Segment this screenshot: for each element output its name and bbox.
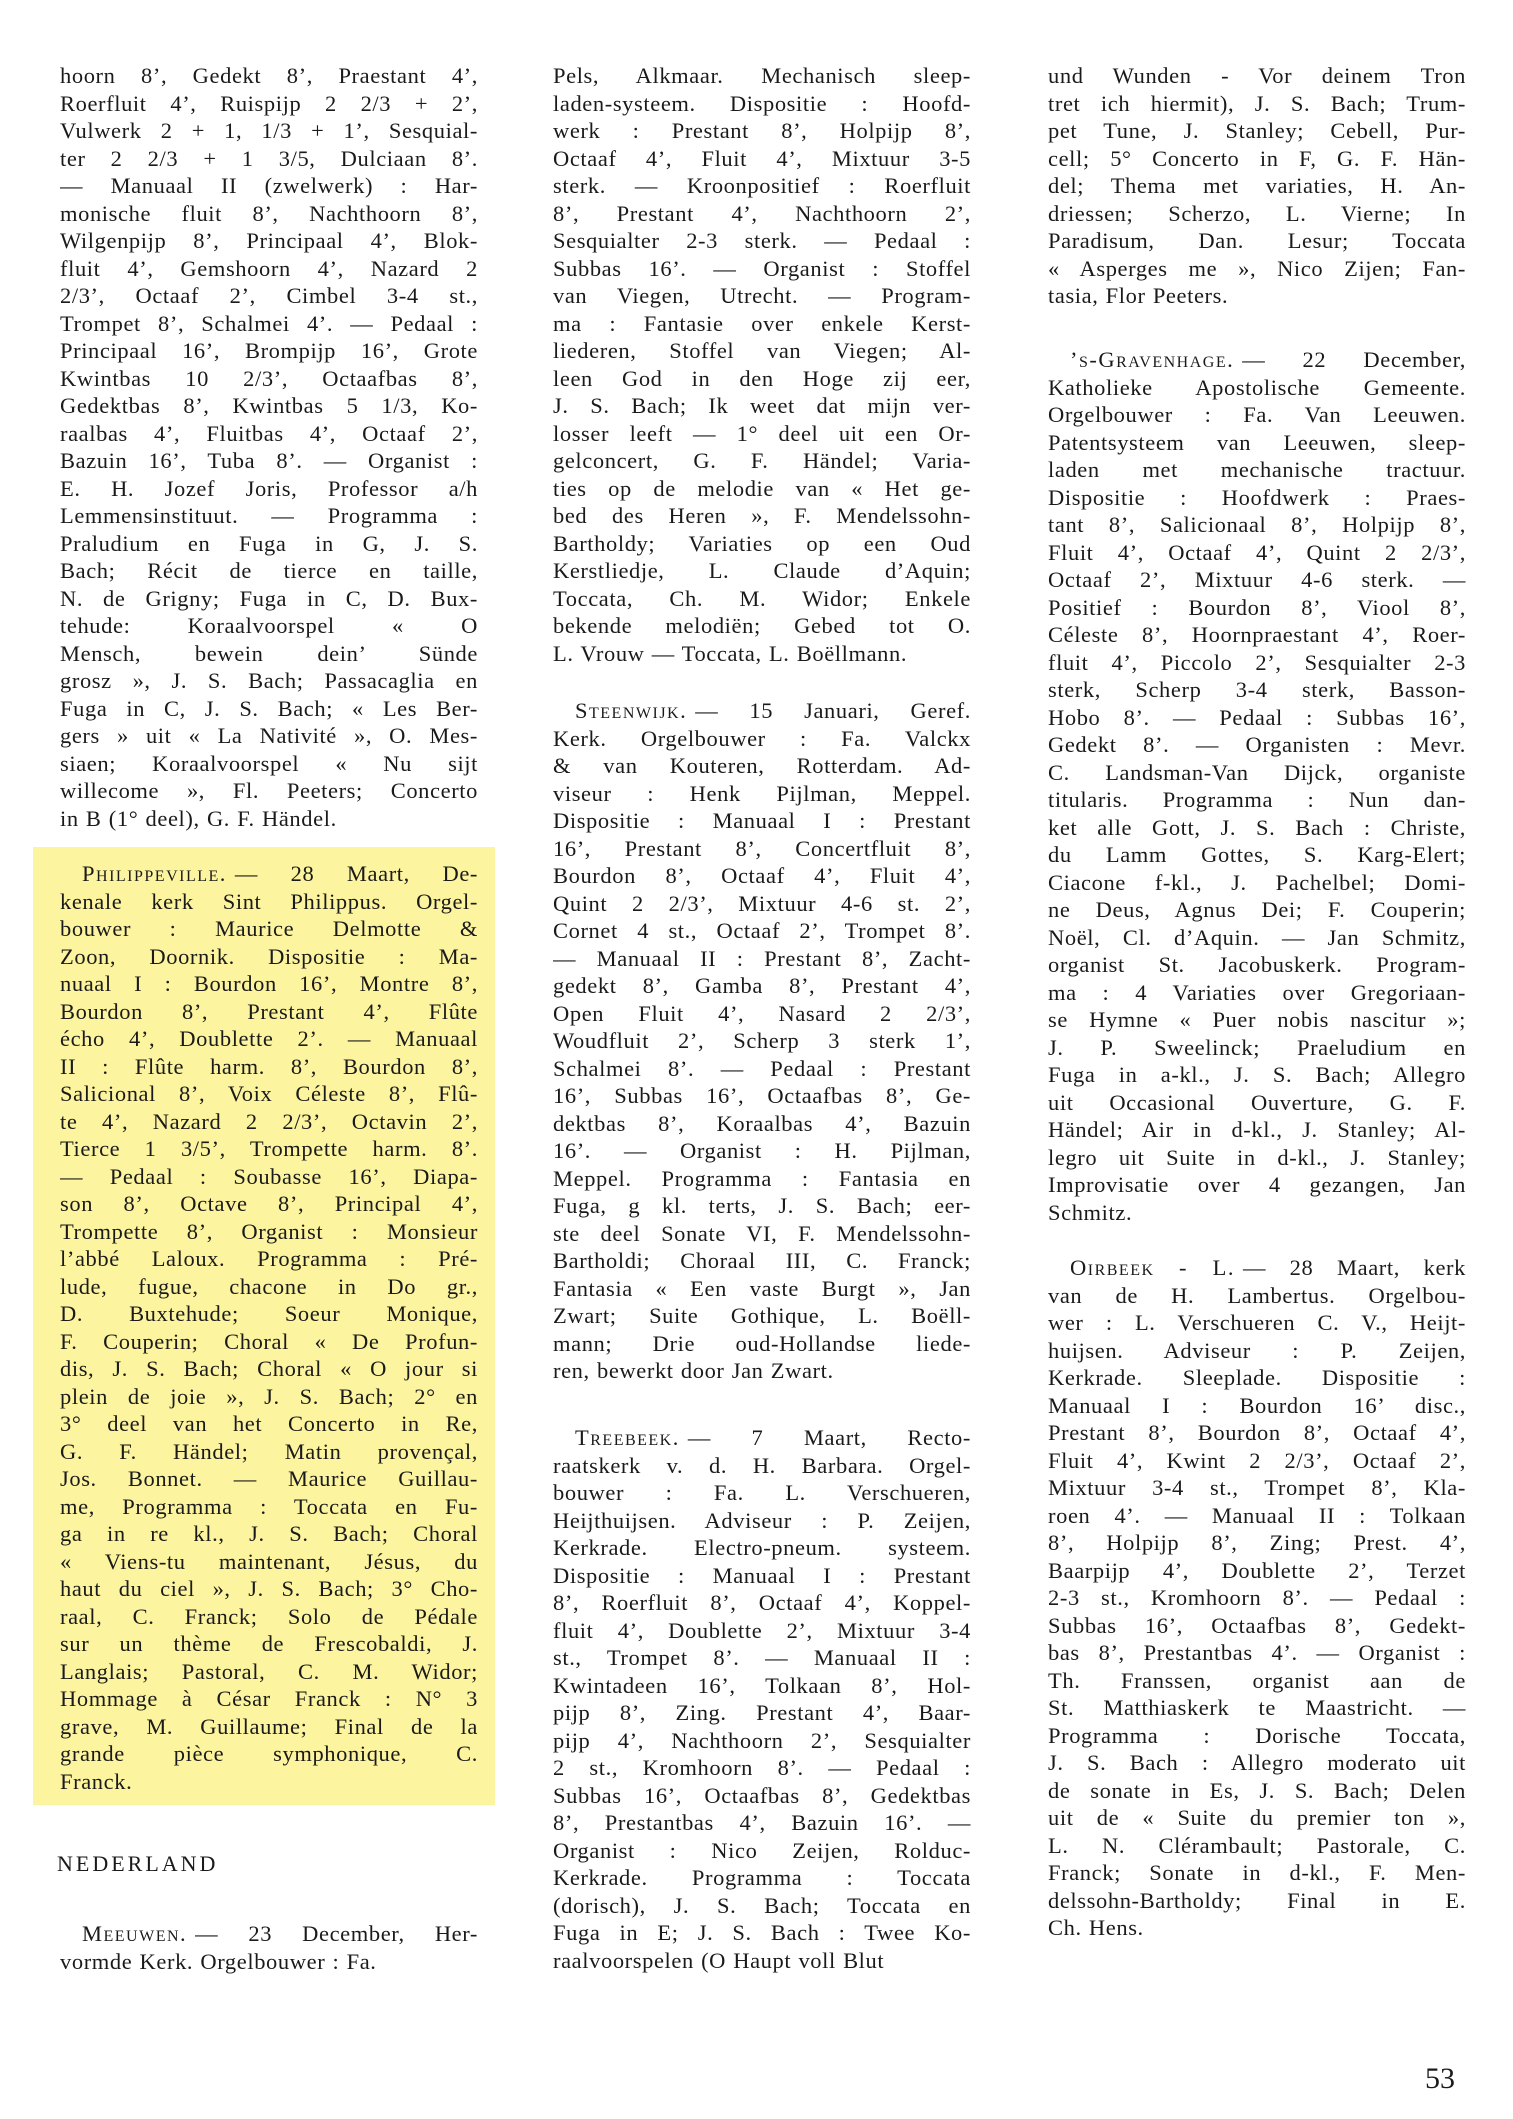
text-line: bouwer : Fa. L. Verschueren, — [553, 1480, 971, 1505]
text-line: Toccata, Ch. M. Widor; Enkele — [553, 585, 971, 611]
text-line: Kerkrade. Electro-pneum. systeem. — [553, 1535, 971, 1560]
text-line: ren, bewerkt door Jan Zwart. — [553, 1358, 834, 1383]
text-line: J. P. Sweelinck; Praeludium en — [1048, 1034, 1466, 1060]
text-line: Sesquialter 2-3 sterk. — Pedaal : — [553, 228, 971, 253]
text-line: — Manuaal II (zwelwerk) : Har- — [60, 173, 478, 198]
text-line: J. S. Bach : Allegro moderato uit — [1048, 1750, 1466, 1775]
text-line-content: — 15 Januari, Geref. — [695, 698, 971, 723]
text-line: D. Buxtehude; Soeur Monique, — [60, 1301, 478, 1326]
text-line: Franck. — [60, 1768, 133, 1794]
text-line: tant 8’, Salicionaal 8’, Holpijp 8’, — [1048, 512, 1466, 537]
text-line: Open Fluit 4’, Nasard 2 2/3’, — [553, 1000, 971, 1026]
text-line: dis, J. S. Bach; Choral « O jour si — [60, 1356, 478, 1381]
text-line: Céleste 8’, Hoornpraestant 4’, Roer- — [1048, 622, 1466, 647]
text-line: dektbas 8’, Koraalbas 4’, Bazuin — [553, 1110, 971, 1136]
text-line: Octaaf 4’, Fluit 4’, Mixtuur 3-5 — [553, 145, 971, 171]
text-line: Meppel. Programma : Fantasia en — [553, 1165, 971, 1191]
text-line: Patentsysteem van Leeuwen, sleep- — [1048, 429, 1466, 455]
text-line: Kerk. Orgelbouwer : Fa. Valckx — [553, 725, 971, 751]
text-line — [553, 1424, 971, 1452]
text-line: « Asperges me », Nico Zijen; Fan- — [1048, 255, 1466, 281]
text-line: Woudfluit 2’, Scherp 3 sterk 1’, — [553, 1028, 971, 1053]
text-line: huijsen. Adviseur : P. Zeijen, — [1048, 1337, 1466, 1363]
text-line: ma : Fantasie over enkele Kerst- — [553, 310, 971, 336]
text-line: ties op de melodie van « Het ge- — [553, 475, 971, 501]
text-line: haut du ciel », J. S. Bach; 3° Cho- — [60, 1576, 478, 1601]
text-line: grande pièce symphonique, C. — [60, 1741, 478, 1766]
text-line: ste deel Sonate VI, F. Mendelssohn- — [553, 1220, 971, 1246]
text-line: organist St. Jacobuskerk. Program- — [1048, 952, 1466, 977]
text-line: Händel; Air in d-kl., J. Stanley; Al- — [1048, 1117, 1466, 1142]
text-line: E. H. Jozef Joris, Professor a/h — [60, 475, 478, 501]
text-line: roen 4’. — Manuaal II : Tolkaan — [1048, 1502, 1466, 1528]
text-line: bouwer : Maurice Delmotte & — [60, 916, 478, 941]
text-line: 3° deel van het Concerto in Re, — [60, 1411, 478, 1436]
text-line: pet Tune, J. Stanley; Cebell, Pur- — [1048, 118, 1466, 143]
text-line: 2 st., Kromhoorn 8’. — Pedaal : — [553, 1755, 971, 1780]
text-line: Tierce 1 3/5’, Trompette harm. 8’. — [60, 1136, 478, 1161]
text-line: bed des Heren », F. Mendelssohn- — [553, 503, 971, 528]
text-line: 2-3 st., Kromhoorn 8’. — Pedaal : — [1048, 1585, 1466, 1610]
text-line: Positief : Bourdon 8’, Viool 8’, — [1048, 594, 1466, 620]
entry-oirbeek — [1048, 1254, 1466, 1942]
text-line: Fluit 4’, Octaaf 4’, Quint 2 2/3’, — [1048, 539, 1466, 565]
text-line: 16’, Subbas 16’, Octaafbas 8’, Ge- — [553, 1083, 971, 1108]
text-line: Praludium en Fuga in G, J. S. — [60, 530, 478, 556]
text-line: gelconcert, G. F. Händel; Varia- — [553, 448, 971, 473]
text-line: 8’, Prestantbas 4’, Bazuin 16’. — — [553, 1810, 971, 1835]
text-line: siaen; Koraalvoorspel « Nu sijt — [60, 750, 478, 776]
text-line: pijp 8’, Zing. Prestant 4’, Baar- — [553, 1700, 971, 1725]
text-line: st., Trompet 8’. — Manuaal II : — [553, 1645, 971, 1670]
text-line: lude, fugue, chacone in Do gr., — [60, 1273, 478, 1299]
text-line: Zoon, Doornik. Dispositie : Ma- — [60, 943, 478, 969]
text-line: Bartholdy; Variaties op een Oud — [553, 530, 971, 556]
text-line: hoorn 8’, Gedekt 8’, Praestant 4’, — [60, 63, 478, 88]
text-line: Mensch, bewein dein’ Sünde — [60, 640, 478, 666]
text-line: (dorisch), J. S. Bach; Toccata en — [553, 1892, 971, 1918]
text-line: Kerkrade. Sleeplade. Dispositie : — [1048, 1365, 1466, 1390]
text-line: Lemmensinstituut. — Programma : — [60, 503, 478, 528]
text-line: ga in re kl., J. S. Bach; Choral — [60, 1521, 478, 1546]
text-line: willecome », Fl. Peeters; Concerto — [60, 778, 478, 803]
text-line: tasia, Flor Peeters. — [1048, 283, 1229, 308]
entry-steenwijk — [553, 697, 971, 1385]
text-line: viseur : Henk Pijlman, Meppel. — [553, 780, 971, 806]
text-line: Principaal 16’, Brompijp 16’, Grote — [60, 338, 478, 363]
text-line: Mixtuur 3-4 st., Trompet 8’, Kla- — [1048, 1475, 1466, 1500]
text-line: pijp 4’, Nachthoorn 2’, Sesquialter — [553, 1727, 971, 1753]
text-line: Hommage à César Franck : N° 3 — [60, 1686, 478, 1711]
text-line — [60, 1920, 478, 1948]
text-line: raal, C. Franck; Solo de Pédale — [60, 1603, 478, 1629]
text-line: Quint 2 2/3’, Mixtuur 4-6 st. 2’, — [553, 890, 971, 916]
text-line: werk : Prestant 8’, Holpijp 8’, — [553, 118, 971, 143]
text-line: bekende melodiën; Gebed tot O. — [553, 613, 971, 638]
text-line-content: — 23 December, Her- — [195, 1921, 478, 1946]
text-line: me, Programma : Toccata en Fu- — [60, 1493, 478, 1519]
text-line: Dispositie : Hoofdwerk : Praes- — [1048, 484, 1466, 510]
text-line: Langlais; Pastoral, C. M. Widor; — [60, 1658, 478, 1684]
text-line — [1048, 346, 1466, 374]
entry-meeuwen — [60, 1920, 478, 1975]
text-line: Gedektbas 8’, Kwintbas 5 1/3, Ko- — [60, 393, 478, 418]
text-line: tehude: Koraalvoorspel « O — [60, 613, 478, 638]
text-line: mann; Drie oud-Hollandse liede- — [553, 1330, 971, 1356]
text-continuation — [1048, 62, 1466, 310]
text-line: legro uit Suite in d-kl., J. Stanley; — [1048, 1144, 1466, 1170]
text-line: losser leeft — 1° deel uit een Or- — [553, 420, 971, 446]
text-line: G. F. Händel; Matin provençal, — [60, 1438, 478, 1464]
text-line: Gedekt 8’. — Organisten : Mevr. — [1048, 732, 1466, 757]
text-line: van de H. Lambertus. Orgelbou- — [1048, 1282, 1466, 1308]
text-continuation — [60, 62, 478, 832]
text-line: leen God in den Hoge zij eer, — [553, 365, 971, 391]
text-line: sur un thème de Frescobaldi, J. — [60, 1631, 478, 1656]
text-line: L. N. Clérambault; Pastorale, C. — [1048, 1832, 1466, 1858]
text-line: Salicional 8’, Voix Céleste 8’, Flû- — [60, 1081, 478, 1106]
text-line: grosz », J. S. Bach; Passacaglia en — [60, 668, 478, 693]
entry-place-name: Meeuwen. — [82, 1921, 188, 1946]
text-line — [1048, 1254, 1466, 1282]
text-line: Kwintbas 10 2/3’, Octaafbas 8’, — [60, 365, 478, 391]
text-line: Kerkrade. Programma : Toccata — [553, 1865, 971, 1890]
text-line: II : Flûte harm. 8’, Bourdon 8’, — [60, 1053, 478, 1079]
entry-philippeville — [60, 860, 478, 1795]
text-line: Wilgenpijp 8’, Principaal 4’, Blok- — [60, 228, 478, 253]
text-line: Cornet 4 st., Octaaf 2’, Trompet 8’. — [553, 918, 971, 943]
text-line: ma : 4 Variaties over Gregoriaan- — [1048, 979, 1466, 1005]
text-line: monische fluit 8’, Nachthoorn 8’, — [60, 200, 478, 226]
text-line: delssohn-Bartholdy; Final in E. — [1048, 1887, 1466, 1913]
text-line: se Hymne « Puer nobis nascitur »; — [1048, 1007, 1466, 1032]
text-line: raalvoorspelen (O Haupt voll Blut — [553, 1947, 885, 1973]
text-line: Manuaal I : Bourdon 16’ disc., — [1048, 1392, 1466, 1418]
text-line: de sonate in Es, J. S. Bach; Delen — [1048, 1777, 1466, 1803]
text-line: du Lamm Gottes, S. Karg-Elert; — [1048, 842, 1466, 867]
text-line: Schalmei 8’. — Pedaal : Prestant — [553, 1055, 971, 1081]
text-line: L. Vrouw — Toccata, L. Boëllmann. — [553, 640, 908, 666]
text-line: Fuga in C, J. S. Bach; « Les Ber- — [60, 695, 478, 721]
text-line: Noël, Cl. d’Aquin. — Jan Schmitz, — [1048, 924, 1466, 950]
text-line: sterk, Scherp 3-4 sterk, Basson- — [1048, 677, 1466, 702]
text-line: N. de Grigny; Fuga in C, D. Bux- — [60, 585, 478, 611]
section-heading: NEDERLAND — [57, 1851, 219, 1876]
text-line: Fluit 4’, Kwint 2 2/3’, Octaaf 2’, — [1048, 1447, 1466, 1473]
text-line: Bourdon 8’, Octaaf 4’, Fluit 4’, — [553, 863, 971, 888]
text-line-content: — 28 Maart, De- — [234, 861, 478, 886]
text-line: Heijthuijsen. Adviseur : P. Zeijen, — [553, 1507, 971, 1533]
text-line: 8’, Holpijp 8’, Zing; Prest. 4’, — [1048, 1530, 1466, 1555]
text-line: raalbas 4’, Fluitbas 4’, Octaaf 2’, — [60, 420, 478, 446]
text-line: Bazuin 16’, Tuba 8’. — Organist : — [60, 448, 478, 473]
text-line: son 8’, Octave 8’, Principal 4’, — [60, 1191, 478, 1216]
entry-place-name: Treebeek. — [575, 1425, 680, 1450]
text-line: grave, M. Guillaume; Final de la — [60, 1713, 478, 1739]
text-line: Organist : Nico Zeijen, Rolduc- — [553, 1837, 971, 1863]
text-line: nuaal I : Bourdon 16’, Montre 8’, — [60, 971, 478, 996]
text-line: Franck; Sonate in d-kl., F. Men- — [1048, 1860, 1466, 1885]
text-line: Fantasia « Een vaste Burgt », Jan — [553, 1275, 971, 1301]
text-line: Trompet 8’, Schalmei 4’. — Pedaal : — [60, 310, 478, 336]
text-continuation — [553, 62, 971, 667]
text-line: Zwart; Suite Gothique, L. Boëll- — [553, 1303, 971, 1328]
text-line: del; Thema met variaties, H. An- — [1048, 173, 1466, 198]
text-line: driessen; Scherzo, L. Vierne; In — [1048, 200, 1466, 226]
text-line: Subbas 16’. — Organist : Stoffel — [553, 255, 971, 281]
entry-s-gravenhage — [1048, 346, 1466, 1226]
text-line: 8’, Prestant 4’, Nachthoorn 2’, — [553, 200, 971, 226]
text-line: kenale kerk Sint Philippus. Orgel- — [60, 888, 478, 914]
text-line — [553, 697, 971, 725]
text-line: Katholieke Apostolische Gemeente. — [1048, 374, 1466, 400]
text-line: 16’, Prestant 8’, Concertfluit 8’, — [553, 835, 971, 861]
text-line: fluit 4’, Piccolo 2’, Sesquialter 2-3 — [1048, 649, 1466, 675]
text-line: Improvisatie over 4 gezangen, Jan — [1048, 1172, 1466, 1197]
text-line: Schmitz. — [1048, 1199, 1133, 1225]
entry-place-name: Steenwijk. — [575, 698, 688, 723]
text-line: écho 4’, Doublette 2’. — Manuaal — [60, 1026, 478, 1051]
text-line: Trompette 8’, Organist : Monsieur — [60, 1218, 478, 1244]
entry-place-name: Oirbeek - L. — [1070, 1255, 1235, 1280]
text-line: Baarpijp 4’, Doublette 2’, Terzet — [1048, 1557, 1466, 1583]
entry-treebeek — [553, 1424, 971, 1974]
text-line — [60, 860, 478, 888]
text-line: ket alle Gott, J. S. Bach : Christe, — [1048, 814, 1466, 840]
text-line: fluit 4’, Gemshoorn 4’, Nazard 2 — [60, 255, 478, 281]
text-line: Bartholdi; Choraal III, C. Franck; — [553, 1248, 971, 1273]
text-line: 8’, Roerfluit 8’, Octaaf 4’, Koppel- — [553, 1590, 971, 1615]
text-line: Fuga, g kl. terts, J. S. Bach; eer- — [553, 1193, 971, 1218]
text-line: Prestant 8’, Bourdon 8’, Octaaf 4’, — [1048, 1420, 1466, 1445]
text-line: J. S. Bach; Ik weet dat mijn ver- — [553, 393, 971, 418]
text-line: Orgelbouwer : Fa. Van Leeuwen. — [1048, 402, 1466, 427]
text-line: — Manuaal II : Prestant 8’, Zacht- — [553, 945, 971, 971]
text-line: l’abbé Laloux. Programma : Pré- — [60, 1246, 478, 1271]
text-line: Ciacone f-kl., J. Pachelbel; Domi- — [1048, 869, 1466, 895]
text-line: Subbas 16’, Octaafbas 8’, Gedektbas — [553, 1782, 971, 1808]
text-line: Fuga in a-kl., J. S. Bach; Allegro — [1048, 1062, 1466, 1087]
text-line: Roerfluit 4’, Ruispijp 2 2/3 + 2’, — [60, 90, 478, 116]
text-line: liederen, Stoffel van Viegen; Al- — [553, 338, 971, 363]
text-line: Subbas 16’, Octaafbas 8’, Gedekt- — [1048, 1612, 1466, 1638]
text-line: Pels, Alkmaar. Mechanisch sleep- — [553, 63, 971, 88]
text-line: ter 2 2/3 + 1 3/5, Dulciaan 8’. — [60, 145, 478, 171]
text-line-content: — 22 December, — [1242, 347, 1466, 372]
text-line: uit de « Suite du premier ton », — [1048, 1805, 1466, 1830]
text-line: fluit 4’, Doublette 2’, Mixtuur 3-4 — [553, 1617, 971, 1643]
text-line: 2/3’, Octaaf 2’, Cimbel 3-4 st., — [60, 283, 478, 308]
text-line: Kwintadeen 16’, Tolkaan 8’, Hol- — [553, 1672, 971, 1698]
text-line: C. Landsman-Van Dijck, organiste — [1048, 759, 1466, 785]
text-line: ne Deus, Agnus Dei; F. Couperin; — [1048, 897, 1466, 922]
entry-place-name: ’s-Gravenhage. — [1070, 347, 1235, 372]
text-line: Kerstliedje, L. Claude d’Aquin; — [553, 558, 971, 583]
text-line: und Wunden - Vor deinem Tron — [1048, 63, 1466, 88]
text-line: tret ich hiermit), J. S. Bach; Trum- — [1048, 90, 1466, 116]
text-line: Ch. Hens. — [1048, 1915, 1144, 1940]
text-line: Jos. Bonnet. — Maurice Guillau- — [60, 1466, 478, 1491]
text-line: Th. Franssen, organist aan de — [1048, 1667, 1466, 1693]
text-line: laden-systeem. Dispositie : Hoofd- — [553, 90, 971, 116]
text-line: plein de joie », J. S. Bach; 2° en — [60, 1383, 478, 1409]
text-line: Octaaf 2’, Mixtuur 4-6 sterk. — — [1048, 567, 1466, 592]
text-line: — Pedaal : Soubasse 16’, Diapa- — [60, 1163, 478, 1189]
entry-place-name: Philippeville. — [82, 861, 227, 886]
text-line: uit Occasional Ouverture, G. F. — [1048, 1089, 1466, 1115]
text-line: te 4’, Nazard 2 2/3’, Octavin 2’, — [60, 1108, 478, 1134]
text-line: Vulwerk 2 + 1, 1/3 + 1’, Sesquial- — [60, 118, 478, 143]
text-line-content: — 28 Maart, kerk — [1242, 1255, 1466, 1280]
text-line: & van Kouteren, Rotterdam. Ad- — [553, 753, 971, 778]
text-line: Dispositie : Manuaal I : Prestant — [553, 1562, 971, 1588]
text-line: 16’. — Organist : H. Pijlman, — [553, 1138, 971, 1163]
text-line: wer : L. Verschueren C. V., Heijt- — [1048, 1310, 1466, 1335]
text-line: Dispositie : Manuaal I : Prestant — [553, 808, 971, 833]
page-number: 53 — [1425, 2062, 1455, 2095]
text-line: titularis. Programma : Nun dan- — [1048, 787, 1466, 812]
text-line: sterk. — Kroonpositief : Roerfluit — [553, 173, 971, 198]
text-line: gers » uit « La Nativité », O. Mes- — [60, 723, 478, 748]
text-line: in B (1° deel), G. F. Händel. — [60, 805, 337, 831]
text-line: bas 8’, Prestantbas 4’. — Organist : — [1048, 1640, 1466, 1665]
text-line: vormde Kerk. Orgelbouwer : Fa. — [60, 1948, 377, 1974]
text-line: van Viegen, Utrecht. — Program- — [553, 283, 971, 308]
text-line: Hobo 8’. — Pedaal : Subbas 16’, — [1048, 704, 1466, 730]
text-line: Bourdon 8’, Prestant 4’, Flûte — [60, 998, 478, 1024]
text-line: Paradisum, Dan. Lesur; Toccata — [1048, 228, 1466, 253]
text-line: laden met mechanische tractuur. — [1048, 457, 1466, 482]
text-line: St. Matthiaskerk te Maastricht. — — [1048, 1695, 1466, 1720]
text-line-content: — 7 Maart, Recto- — [687, 1425, 971, 1450]
text-line: Fuga in E; J. S. Bach : Twee Ko- — [553, 1920, 971, 1945]
text-line: F. Couperin; Choral « De Profun- — [60, 1328, 478, 1354]
text-line: Programma : Dorische Toccata, — [1048, 1722, 1466, 1748]
text-line: Bach; Récit de tierce en taille, — [60, 558, 478, 583]
text-line: gedekt 8’, Gamba 8’, Prestant 4’, — [553, 973, 971, 998]
text-line: cell; 5° Concerto in F, G. F. Hän- — [1048, 145, 1466, 171]
text-line: raatskerk v. d. H. Barbara. Orgel- — [553, 1452, 971, 1478]
text-line: « Viens-tu maintenant, Jésus, du — [60, 1548, 478, 1574]
